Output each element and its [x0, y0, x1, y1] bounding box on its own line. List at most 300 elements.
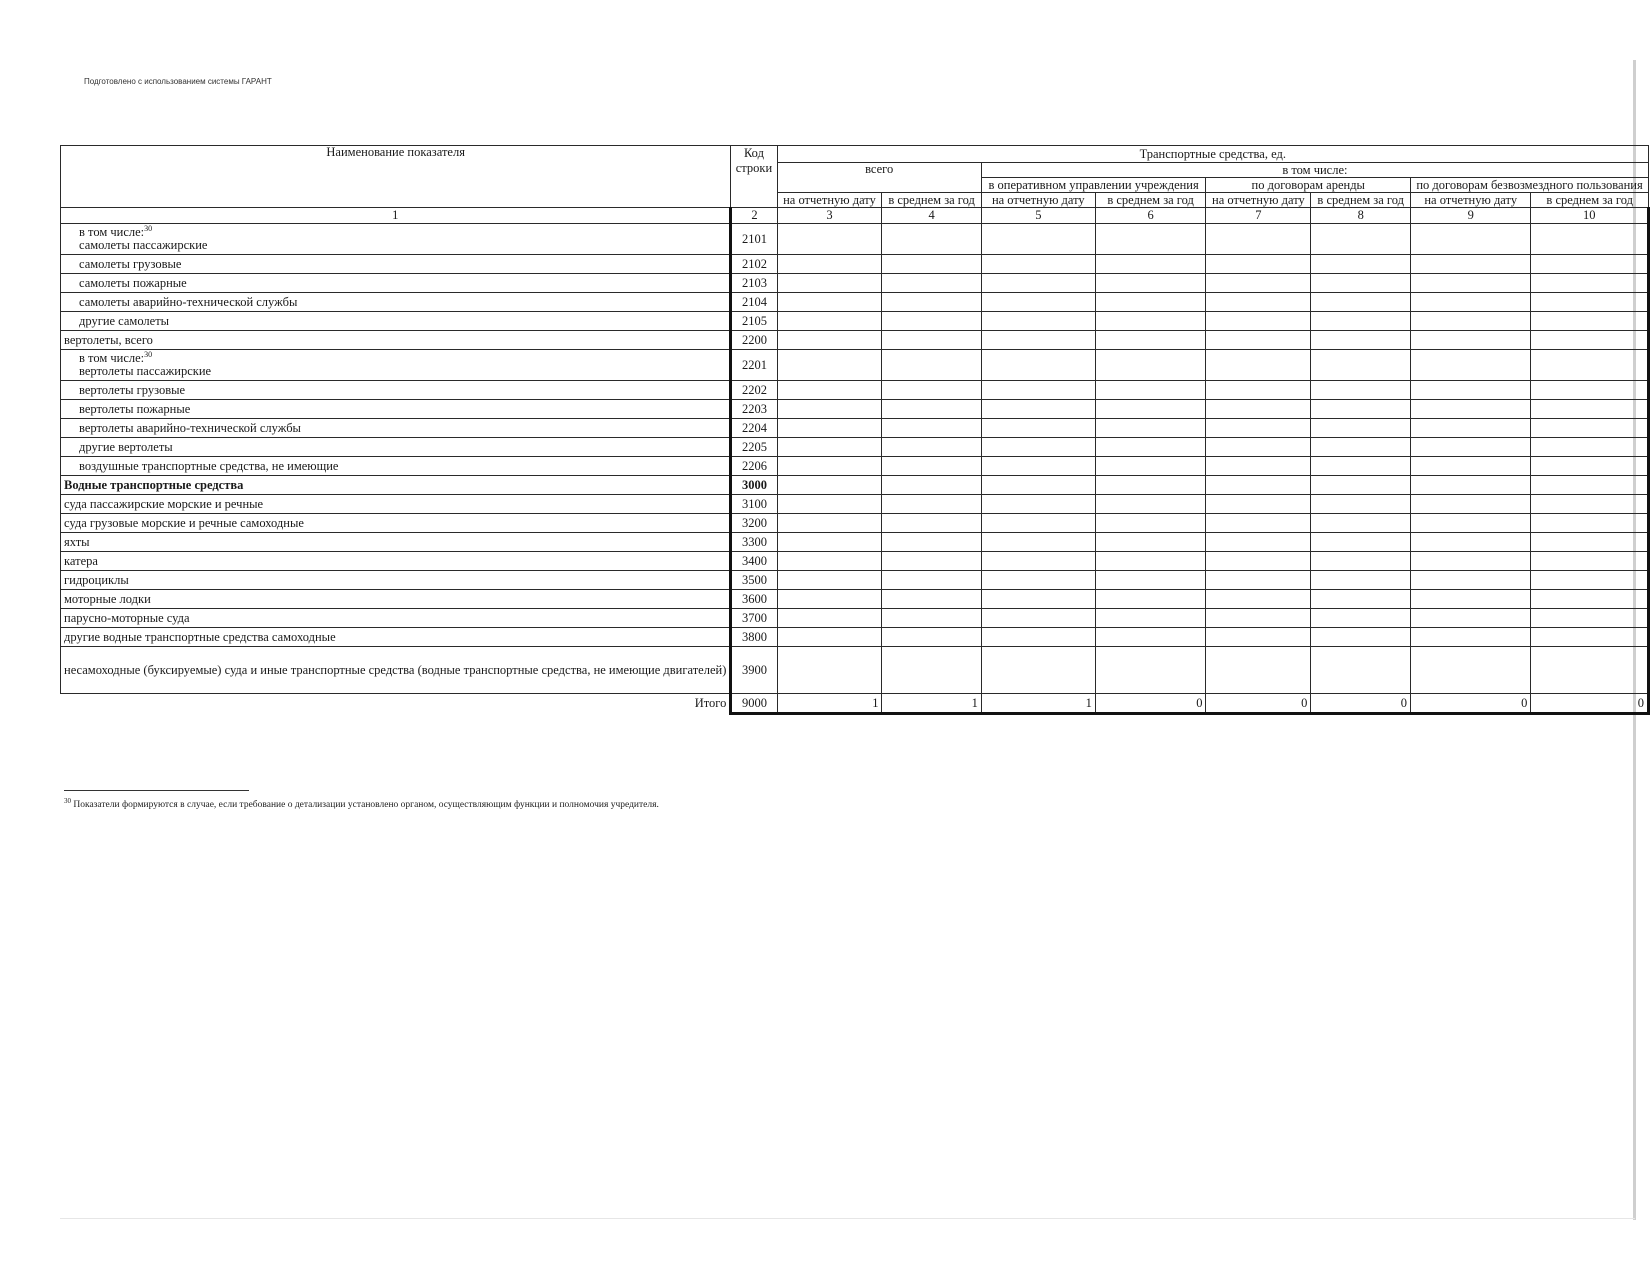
- data-cell[interactable]: [1531, 514, 1649, 533]
- data-cell[interactable]: [1206, 438, 1311, 457]
- row-label: [61, 400, 731, 419]
- data-cell[interactable]: [777, 331, 882, 350]
- total-code: 9000: [731, 694, 777, 714]
- subheader-average: в среднем за год: [1095, 193, 1206, 208]
- subheader-on-date: на отчетную дату: [777, 193, 882, 208]
- data-cell[interactable]: [1531, 312, 1649, 331]
- data-cell[interactable]: [1531, 293, 1649, 312]
- row-code: 2101: [731, 224, 777, 255]
- total-value[interactable]: 0: [1095, 694, 1206, 714]
- data-cell[interactable]: [1411, 495, 1531, 514]
- data-cell[interactable]: [1206, 400, 1311, 419]
- data-cell[interactable]: [1411, 609, 1531, 628]
- data-cell[interactable]: [981, 514, 1095, 533]
- row-label: [61, 590, 731, 609]
- table-row: [61, 400, 1649, 419]
- transport-report-table: [60, 145, 1650, 715]
- data-cell[interactable]: [1095, 400, 1206, 419]
- data-cell[interactable]: [882, 224, 981, 255]
- data-cell[interactable]: [1311, 647, 1411, 694]
- column-number: 9: [1411, 208, 1531, 224]
- table-row: [61, 419, 1649, 438]
- data-cell[interactable]: [777, 312, 882, 331]
- row-label: [61, 274, 731, 293]
- column-number: 4: [882, 208, 981, 224]
- data-cell[interactable]: [1311, 533, 1411, 552]
- data-cell[interactable]: [981, 350, 1095, 381]
- data-cell[interactable]: [1411, 400, 1531, 419]
- data-cell[interactable]: [1531, 628, 1649, 647]
- row-label-text: воздушные транспортные средства, не имеющие: [79, 458, 339, 473]
- row-code: 2206: [731, 457, 777, 476]
- row-label: [61, 312, 731, 331]
- data-cell[interactable]: [1311, 457, 1411, 476]
- row-code: 3000: [731, 476, 777, 495]
- total-value[interactable]: 1: [981, 694, 1095, 714]
- table-row: [61, 312, 1649, 331]
- row-prefix-text: в том числе:: [79, 225, 145, 239]
- data-cell[interactable]: [981, 274, 1095, 293]
- data-cell[interactable]: [1095, 224, 1206, 255]
- data-cell[interactable]: [1206, 590, 1311, 609]
- data-cell[interactable]: [981, 609, 1095, 628]
- data-cell[interactable]: [981, 476, 1095, 495]
- table-row: [61, 476, 1649, 495]
- data-cell[interactable]: [981, 331, 1095, 350]
- data-cell[interactable]: [1206, 224, 1311, 255]
- data-cell[interactable]: [1206, 647, 1311, 694]
- row-code: 2102: [731, 255, 777, 274]
- row-label: [61, 381, 731, 400]
- data-cell[interactable]: [1206, 533, 1311, 552]
- footnote-divider: [64, 790, 249, 791]
- column-number: 10: [1531, 208, 1649, 224]
- row-label-text: парусно-моторные суда: [64, 610, 190, 625]
- data-cell[interactable]: [882, 590, 981, 609]
- header-total: всего: [777, 163, 981, 193]
- total-value[interactable]: 0: [1311, 694, 1411, 714]
- data-cell[interactable]: [882, 400, 981, 419]
- row-code: 3400: [731, 552, 777, 571]
- data-cell[interactable]: [1095, 609, 1206, 628]
- data-cell[interactable]: [1411, 514, 1531, 533]
- data-cell[interactable]: [777, 457, 882, 476]
- data-cell[interactable]: [777, 609, 882, 628]
- data-cell[interactable]: [981, 457, 1095, 476]
- header-operative: в оперативном управлении учреждения: [981, 178, 1206, 193]
- data-cell[interactable]: [777, 533, 882, 552]
- data-cell[interactable]: [1411, 381, 1531, 400]
- data-cell[interactable]: [1095, 552, 1206, 571]
- data-cell[interactable]: [1095, 419, 1206, 438]
- data-cell[interactable]: [777, 255, 882, 274]
- data-cell[interactable]: [1311, 350, 1411, 381]
- row-label: [61, 255, 731, 274]
- data-cell[interactable]: [882, 381, 981, 400]
- row-code: 2203: [731, 400, 777, 419]
- data-cell[interactable]: [777, 400, 882, 419]
- row-label: [61, 495, 731, 514]
- data-cell[interactable]: [1531, 552, 1649, 571]
- subheader-on-date: на отчетную дату: [1206, 193, 1311, 208]
- data-cell[interactable]: [1411, 331, 1531, 350]
- data-cell[interactable]: [1411, 274, 1531, 293]
- data-cell[interactable]: [981, 419, 1095, 438]
- data-cell[interactable]: [1411, 293, 1531, 312]
- data-cell[interactable]: [1531, 438, 1649, 457]
- row-label: [61, 647, 731, 694]
- data-cell[interactable]: [1411, 647, 1531, 694]
- data-cell[interactable]: [882, 647, 981, 694]
- data-cell[interactable]: [777, 224, 882, 255]
- data-cell[interactable]: [1531, 381, 1649, 400]
- data-cell[interactable]: [981, 381, 1095, 400]
- data-cell[interactable]: [1311, 476, 1411, 495]
- row-label: [61, 224, 731, 255]
- data-cell[interactable]: [882, 419, 981, 438]
- row-label: [61, 552, 731, 571]
- data-cell[interactable]: [882, 495, 981, 514]
- data-cell[interactable]: [1531, 457, 1649, 476]
- data-cell[interactable]: [882, 609, 981, 628]
- data-cell[interactable]: [882, 438, 981, 457]
- data-cell[interactable]: [1311, 609, 1411, 628]
- row-label: [61, 438, 731, 457]
- header-transport: Транспортные средства, ед.: [777, 146, 1648, 163]
- data-cell[interactable]: [777, 552, 882, 571]
- data-cell[interactable]: [1206, 476, 1311, 495]
- data-cell[interactable]: [1411, 476, 1531, 495]
- row-code: 2200: [731, 331, 777, 350]
- data-cell[interactable]: [1095, 381, 1206, 400]
- data-cell[interactable]: [882, 255, 981, 274]
- data-cell[interactable]: [882, 571, 981, 590]
- report-table-wrap: [60, 145, 1650, 715]
- data-cell[interactable]: [1311, 552, 1411, 571]
- data-cell[interactable]: [1206, 571, 1311, 590]
- garant-note: Подготовлено с использованием системы ГАРАНТ: [84, 77, 272, 86]
- data-cell[interactable]: [777, 495, 882, 514]
- footnote-mark: 30: [64, 797, 71, 805]
- table-row: [61, 514, 1649, 533]
- data-cell[interactable]: [981, 533, 1095, 552]
- data-cell[interactable]: [981, 438, 1095, 457]
- header-including: в том числе:: [981, 163, 1648, 178]
- row-code: 3600: [731, 590, 777, 609]
- subheader-on-date: на отчетную дату: [1411, 193, 1531, 208]
- data-cell[interactable]: [777, 590, 882, 609]
- data-cell[interactable]: [981, 224, 1095, 255]
- row-code: 3900: [731, 647, 777, 694]
- data-cell[interactable]: [777, 381, 882, 400]
- data-cell[interactable]: [1311, 224, 1411, 255]
- row-label-text: суда пассажирские морские и речные: [64, 496, 264, 511]
- data-cell[interactable]: [1311, 438, 1411, 457]
- data-cell[interactable]: [777, 628, 882, 647]
- data-cell[interactable]: [981, 293, 1095, 312]
- data-cell[interactable]: [777, 274, 882, 293]
- data-cell[interactable]: [1206, 293, 1311, 312]
- data-cell[interactable]: [882, 628, 981, 647]
- data-cell[interactable]: [777, 350, 882, 381]
- row-code: 3100: [731, 495, 777, 514]
- data-cell[interactable]: [981, 628, 1095, 647]
- row-label-text: яхты: [64, 534, 90, 549]
- total-value[interactable]: 0: [1531, 694, 1649, 714]
- table-row: [61, 224, 1649, 255]
- data-cell[interactable]: [1095, 628, 1206, 647]
- header-code: Код строки: [731, 146, 777, 208]
- row-label: [61, 476, 731, 495]
- row-label: [61, 419, 731, 438]
- data-cell[interactable]: [1531, 350, 1649, 381]
- data-cell[interactable]: [1411, 457, 1531, 476]
- total-label: Итого: [694, 696, 727, 711]
- data-cell[interactable]: [1311, 293, 1411, 312]
- row-label: [61, 331, 731, 350]
- column-number: 5: [981, 208, 1095, 224]
- total-value[interactable]: 0: [1411, 694, 1531, 714]
- data-cell[interactable]: [882, 514, 981, 533]
- data-cell[interactable]: [981, 552, 1095, 571]
- row-label-text: самолеты грузовые: [79, 256, 182, 271]
- data-cell[interactable]: [1095, 476, 1206, 495]
- data-cell[interactable]: [1531, 609, 1649, 628]
- data-cell[interactable]: [1206, 495, 1311, 514]
- data-cell[interactable]: [1206, 381, 1311, 400]
- data-cell[interactable]: [1206, 514, 1311, 533]
- table-row: [61, 381, 1649, 400]
- data-cell[interactable]: [1311, 400, 1411, 419]
- data-cell[interactable]: [1095, 495, 1206, 514]
- data-cell[interactable]: [1531, 331, 1649, 350]
- data-cell[interactable]: [882, 552, 981, 571]
- data-cell[interactable]: [981, 571, 1095, 590]
- data-cell[interactable]: [882, 533, 981, 552]
- data-cell[interactable]: [1095, 293, 1206, 312]
- row-label-text: другие вертолеты: [79, 439, 173, 454]
- table-row: [61, 571, 1649, 590]
- data-cell[interactable]: [1095, 514, 1206, 533]
- column-number: 2: [731, 208, 777, 224]
- footnote-ref: 30: [144, 349, 153, 359]
- data-cell[interactable]: [1311, 571, 1411, 590]
- data-cell[interactable]: [1531, 274, 1649, 293]
- data-cell[interactable]: [1206, 419, 1311, 438]
- column-numbers: [61, 208, 1649, 224]
- data-cell[interactable]: [882, 350, 981, 381]
- data-cell[interactable]: [1206, 331, 1311, 350]
- data-cell[interactable]: [1206, 628, 1311, 647]
- table-row: [61, 609, 1649, 628]
- header-free-use: по договорам безвозмездного пользования: [1411, 178, 1649, 193]
- row-label: [61, 609, 731, 628]
- data-cell[interactable]: [1411, 571, 1531, 590]
- total-value[interactable]: 0: [1206, 694, 1311, 714]
- row-label-text: вертолеты пожарные: [79, 401, 191, 416]
- data-cell[interactable]: [1531, 400, 1649, 419]
- data-cell[interactable]: [777, 647, 882, 694]
- data-cell[interactable]: [1311, 312, 1411, 331]
- data-cell[interactable]: [1095, 274, 1206, 293]
- row-label-text: другие самолеты: [79, 313, 170, 328]
- data-cell[interactable]: [1531, 495, 1649, 514]
- data-cell[interactable]: [1206, 350, 1311, 381]
- row-code: 2205: [731, 438, 777, 457]
- data-cell[interactable]: [1095, 647, 1206, 694]
- row-label: [61, 457, 731, 476]
- data-cell[interactable]: [1411, 255, 1531, 274]
- data-cell[interactable]: [1411, 590, 1531, 609]
- footnote-ref: 30: [144, 223, 153, 233]
- subheader-average: в среднем за год: [1531, 193, 1649, 208]
- data-cell[interactable]: [1206, 255, 1311, 274]
- row-code: 3800: [731, 628, 777, 647]
- table-row: [61, 533, 1649, 552]
- data-cell[interactable]: [1531, 590, 1649, 609]
- row-code: 2204: [731, 419, 777, 438]
- row-label-text: самолеты пожарные: [79, 275, 187, 290]
- row-code: 3700: [731, 609, 777, 628]
- data-cell[interactable]: [1411, 438, 1531, 457]
- row-code: 2202: [731, 381, 777, 400]
- data-cell[interactable]: [1206, 274, 1311, 293]
- row-prefix-text: в том числе:: [79, 351, 145, 365]
- data-cell[interactable]: [1311, 419, 1411, 438]
- data-cell[interactable]: [1206, 457, 1311, 476]
- table-row: [61, 293, 1649, 312]
- data-cell[interactable]: [1311, 331, 1411, 350]
- row-label-text: суда грузовые морские и речные самоходные: [64, 515, 304, 530]
- data-cell[interactable]: [1411, 628, 1531, 647]
- data-cell[interactable]: [1095, 438, 1206, 457]
- row-code: 2105: [731, 312, 777, 331]
- row-label-text: вертолеты пассажирские: [79, 364, 212, 378]
- data-cell[interactable]: [1095, 590, 1206, 609]
- row-code: 3500: [731, 571, 777, 590]
- data-cell[interactable]: [882, 293, 981, 312]
- data-cell[interactable]: [1531, 419, 1649, 438]
- data-cell[interactable]: [1531, 533, 1649, 552]
- row-label: [61, 293, 731, 312]
- footnote: [64, 797, 659, 810]
- data-cell[interactable]: [1311, 255, 1411, 274]
- data-cell[interactable]: [777, 293, 882, 312]
- data-cell[interactable]: [981, 647, 1095, 694]
- data-cell[interactable]: [1095, 255, 1206, 274]
- row-label: [61, 533, 731, 552]
- data-cell[interactable]: [1206, 552, 1311, 571]
- data-cell[interactable]: [1311, 628, 1411, 647]
- data-cell[interactable]: [1411, 224, 1531, 255]
- data-cell[interactable]: [777, 514, 882, 533]
- data-cell[interactable]: [1095, 350, 1206, 381]
- row-label-text: вертолеты грузовые: [79, 382, 186, 397]
- data-cell[interactable]: [1531, 647, 1649, 694]
- data-cell[interactable]: [1411, 350, 1531, 381]
- data-cell[interactable]: [1411, 419, 1531, 438]
- data-cell[interactable]: [777, 476, 882, 495]
- data-cell[interactable]: [882, 457, 981, 476]
- data-cell[interactable]: [882, 476, 981, 495]
- data-cell[interactable]: [981, 255, 1095, 274]
- column-number: 7: [1206, 208, 1311, 224]
- total-value[interactable]: 1: [882, 694, 981, 714]
- row-label-text: моторные лодки: [64, 591, 151, 606]
- data-cell[interactable]: [1095, 312, 1206, 331]
- row-label-text: самолеты пассажирские: [79, 238, 208, 252]
- subheader-average: в среднем за год: [1311, 193, 1411, 208]
- data-cell[interactable]: [1531, 255, 1649, 274]
- data-cell[interactable]: [1531, 224, 1649, 255]
- footnote-text: Показатели формируются в случае, если требование о детализации установлено органом, осуществляющим функции и полномочия учредителя.: [73, 800, 659, 811]
- row-code: 2103: [731, 274, 777, 293]
- data-cell[interactable]: [981, 400, 1095, 419]
- data-cell[interactable]: [1095, 571, 1206, 590]
- data-cell[interactable]: [777, 571, 882, 590]
- data-cell[interactable]: [1206, 609, 1311, 628]
- column-number: 1: [61, 208, 731, 224]
- data-cell[interactable]: [777, 419, 882, 438]
- row-code: 2201: [731, 350, 777, 381]
- data-cell[interactable]: [1411, 533, 1531, 552]
- column-number: 3: [777, 208, 882, 224]
- total-value[interactable]: 1: [777, 694, 882, 714]
- data-cell[interactable]: [1311, 274, 1411, 293]
- subheader-on-date: на отчетную дату: [981, 193, 1095, 208]
- table-row: [61, 495, 1649, 514]
- data-cell[interactable]: [1531, 476, 1649, 495]
- table-row: [61, 438, 1649, 457]
- table-row: [61, 647, 1649, 694]
- data-cell[interactable]: [1095, 533, 1206, 552]
- data-cell[interactable]: [1311, 381, 1411, 400]
- table-row: [61, 590, 1649, 609]
- data-cell[interactable]: [1095, 331, 1206, 350]
- table-row: [61, 331, 1649, 350]
- row-label: [61, 628, 731, 647]
- data-cell[interactable]: [1531, 571, 1649, 590]
- data-cell[interactable]: [1206, 312, 1311, 331]
- data-cell[interactable]: [981, 312, 1095, 331]
- data-cell[interactable]: [1411, 552, 1531, 571]
- row-label-text: вертолеты аварийно-технической службы: [79, 420, 301, 435]
- data-cell[interactable]: [882, 312, 981, 331]
- row-label-text: другие водные транспортные средства самоходные: [64, 629, 336, 644]
- data-cell[interactable]: [1095, 457, 1206, 476]
- data-cell[interactable]: [981, 590, 1095, 609]
- table-body: [61, 224, 1649, 694]
- data-cell[interactable]: [882, 331, 981, 350]
- data-cell[interactable]: [1311, 590, 1411, 609]
- table-row: [61, 628, 1649, 647]
- row-label-text: вертолеты, всего: [64, 332, 153, 347]
- column-number: 6: [1095, 208, 1206, 224]
- data-cell[interactable]: [1311, 514, 1411, 533]
- data-cell[interactable]: [981, 495, 1095, 514]
- row-label-text: катера: [64, 553, 98, 568]
- table-row: [61, 457, 1649, 476]
- row-code: 3300: [731, 533, 777, 552]
- data-cell[interactable]: [1411, 312, 1531, 331]
- data-cell[interactable]: [1311, 495, 1411, 514]
- row-label-text: Водные транспортные средства: [64, 477, 244, 492]
- table-row: [61, 552, 1649, 571]
- row-label-text: гидроциклы: [64, 572, 129, 587]
- table-row: [61, 350, 1649, 381]
- data-cell[interactable]: [777, 438, 882, 457]
- data-cell[interactable]: [882, 274, 981, 293]
